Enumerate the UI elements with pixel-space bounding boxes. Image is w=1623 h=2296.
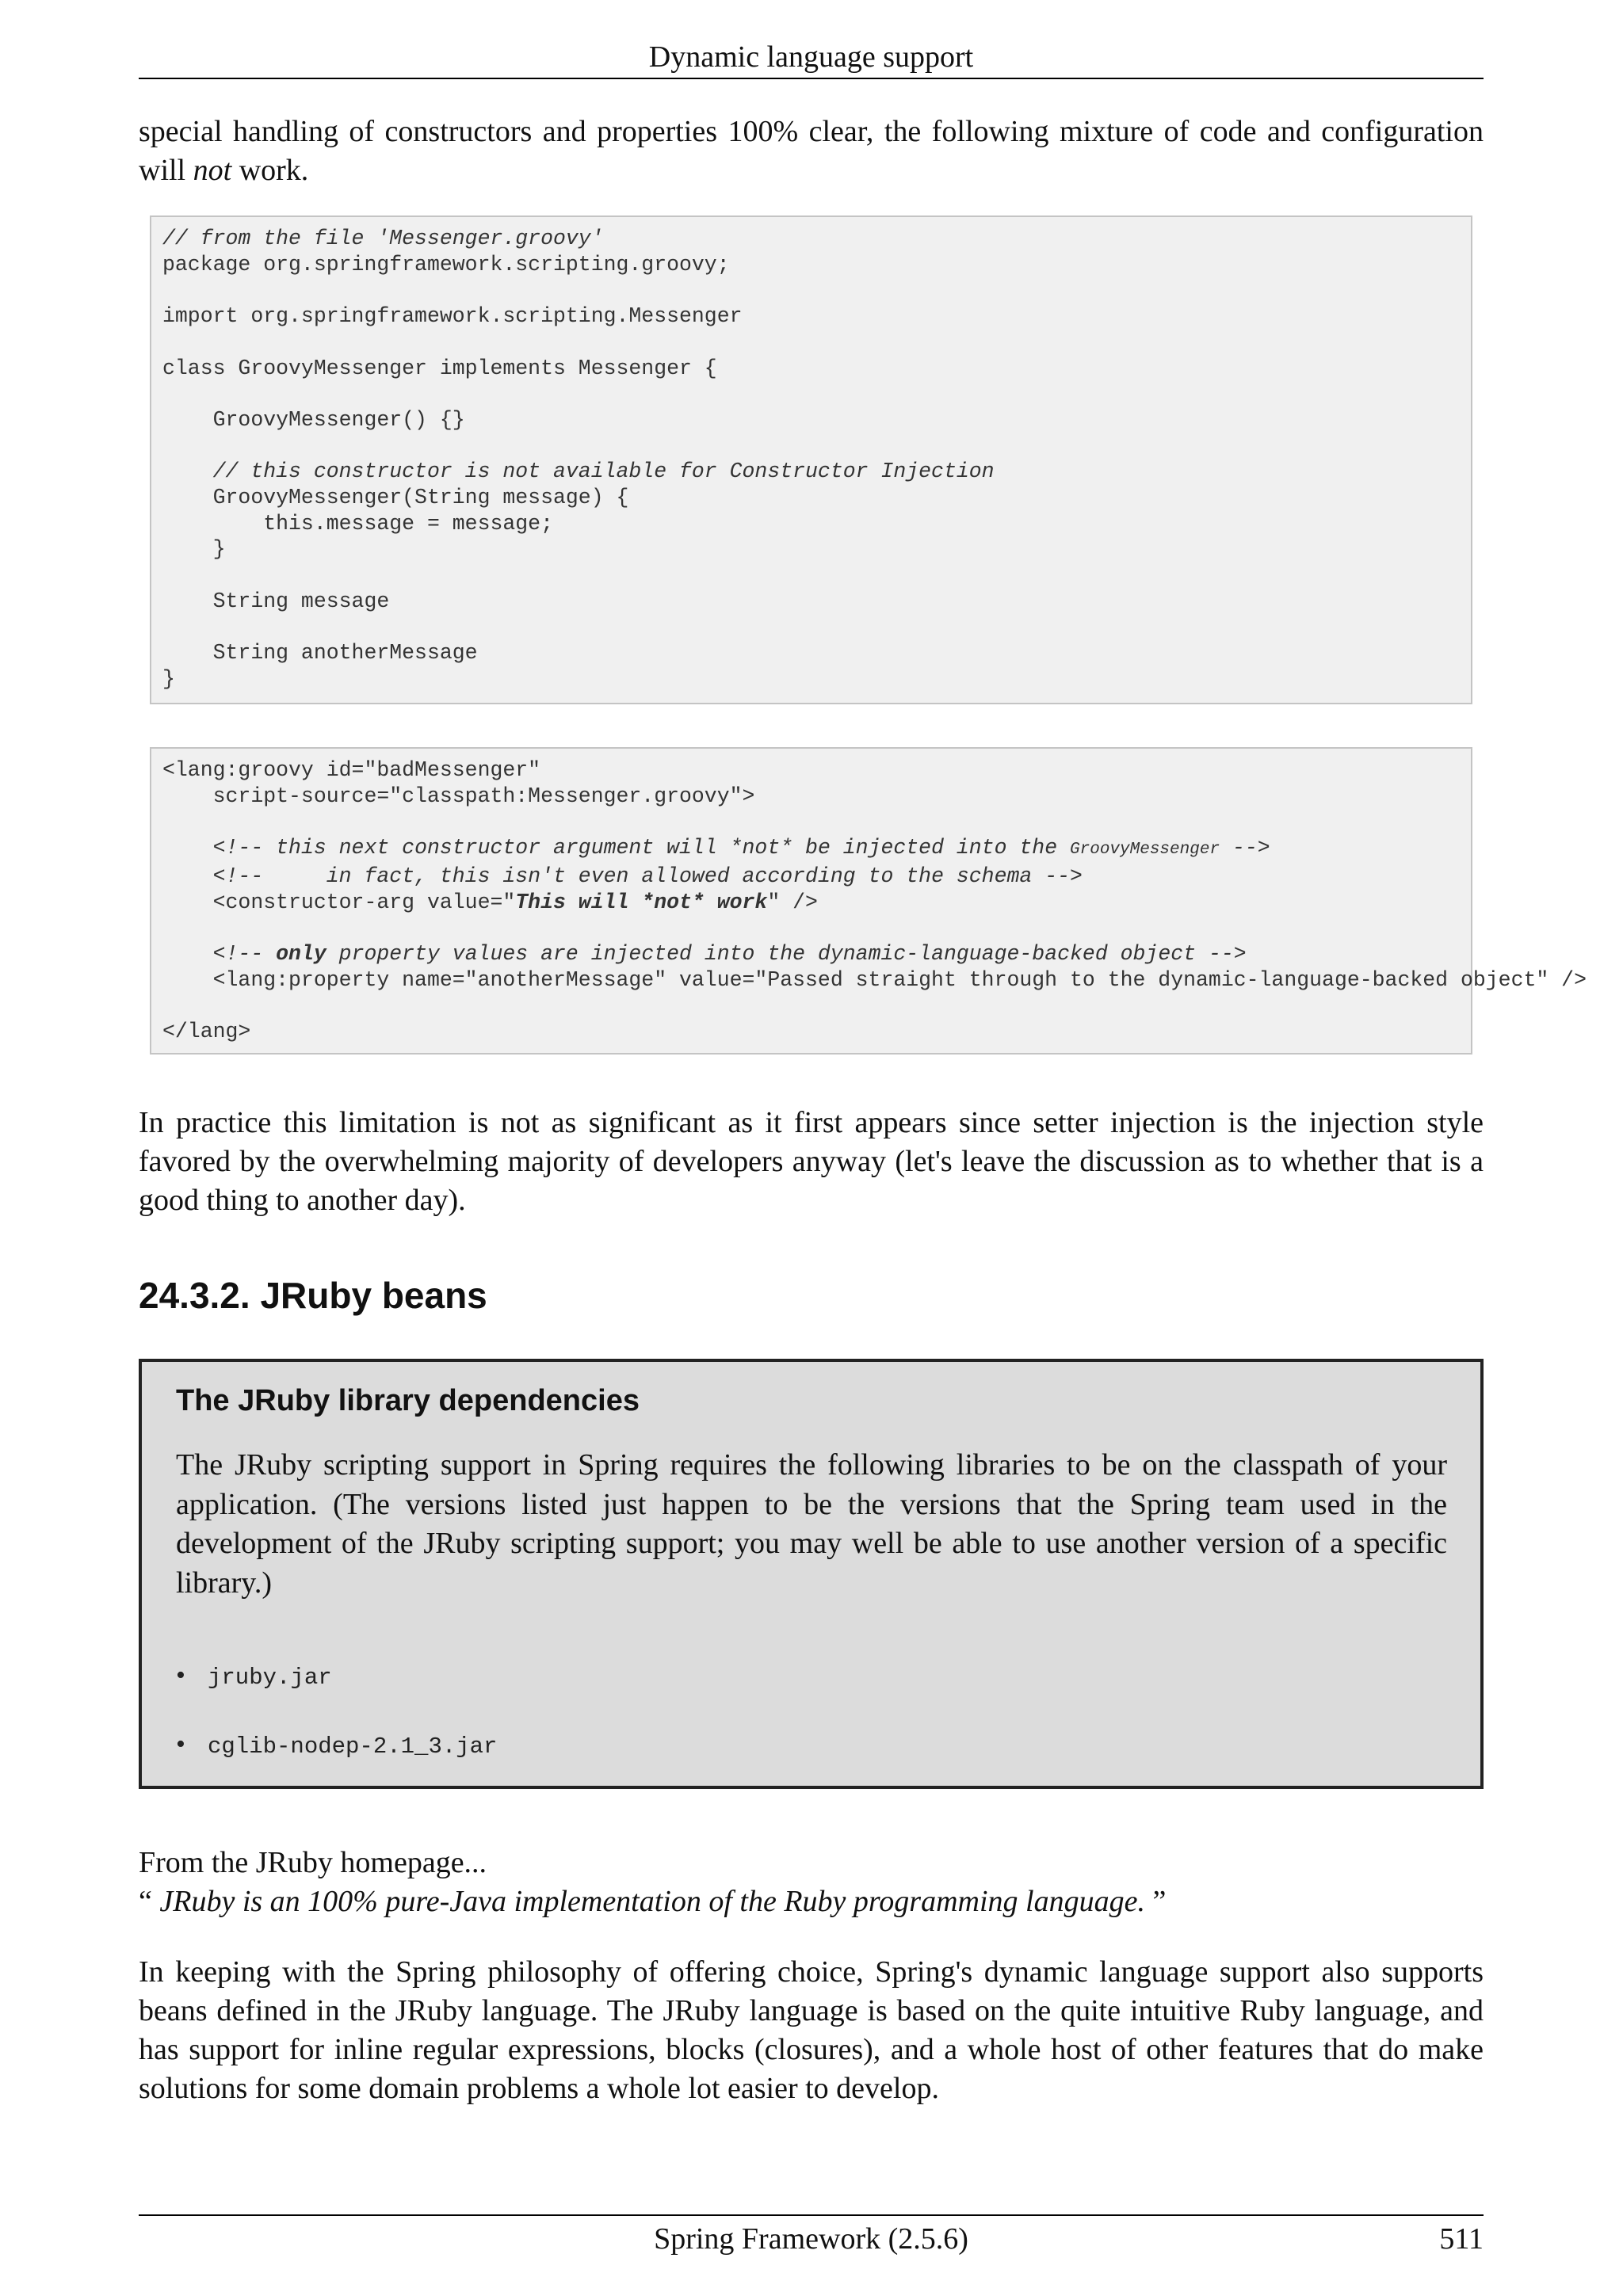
code-line: }: [162, 537, 226, 562]
code-line: package org.springframework.scripting.groovy;: [162, 252, 730, 277]
xml-config-code-block: [150, 747, 1587, 1055]
code-line: String anotherMessage: [162, 641, 478, 666]
homepage-quote: “ JRuby is an 100% pure-Java implementation of the Ruby programming language. ”: [139, 1885, 1167, 1918]
bullet-icon: •: [176, 1661, 185, 1690]
code-line: class GroovyMessenger implements Messenger {: [162, 356, 717, 380]
code-line: // this constructor is not available for Constructor Injection: [162, 460, 995, 484]
list-item: • jruby.jar: [176, 1661, 332, 1691]
header-rule: [139, 78, 1484, 79]
code-line: GroovyMessenger(String message) {: [162, 486, 629, 510]
footer-rule: [139, 2214, 1484, 2216]
jruby-dependencies-sidebar: [139, 1359, 1484, 1789]
list-item: • cglib-nodep-2.1_3.jar: [176, 1730, 498, 1760]
code-line: this.message = message;: [162, 511, 553, 536]
code-line: import org.springframework.scripting.Messenger: [162, 304, 743, 329]
groovy-code-block: [150, 215, 1472, 704]
code-line: String message: [162, 589, 390, 613]
running-header: Dynamic language support: [648, 40, 974, 74]
emphasis-not: not: [193, 154, 232, 187]
keeping-paragraph: In keeping with the Spring philosophy of offering choice, Spring's dynamic language support also supports beans defined in the JRuby language. The JRuby language is based on the quite intuitive Ruby language, and has support for inline regular expressions, blocks (closures), and a whole host of other features that do make solutions for some domain problems a whole lot easier to develop.: [139, 1955, 1484, 2105]
homepage-intro: From the JRuby homepage...: [139, 1846, 487, 1879]
code-line: }: [162, 666, 175, 691]
bullet-icon: •: [176, 1730, 185, 1759]
sidebar-title: The JRuby library dependencies: [176, 1384, 640, 1417]
page-number: 511: [1439, 2222, 1484, 2256]
overflowing-code-line: <lang:property name="anotherMessage" value="Passed straight through to the dynamic-language-backed object" />: [162, 967, 1587, 992]
code-line: // from the file 'Messenger.groovy': [162, 227, 604, 250]
section-title: 24.3.2. JRuby beans: [139, 1275, 487, 1316]
xml-config-code-text: <lang:groovy id="badMessenger" script-source="classpath:Messenger.groovy"> <!-- this next constructor argument will *not* be injected into the GroovyMessenger --> <!-- in fact, this isn't even allowed according to the schema --> <constructor-arg value="This will *not* work" /> <!-- only property values are injected into the dynamic-language-backed object --> <lang:property name="anotherMessage" value="Passed straight through to the dynamic-language-backed object" /> </lang>: [162, 758, 1587, 1044]
sidebar-text: The JRuby scripting support in Spring requires the following libraries to be on the classpath of your application. (The versions listed just happen to be the versions that the Spring team used in the development of the JRuby scripting support; you may well be able to use another version of a specific library.): [176, 1448, 1447, 1600]
groovy-code-text: [151, 217, 1471, 692]
code-line: GroovyMessenger() {}: [162, 407, 465, 432]
practice-paragraph: In practice this limitation is not as significant as it first appears since setter injection is the injection style favored by the overwhelming majority of developers anyway (let's leave the discussion as to whether that is a good thing to another day).: [139, 1106, 1484, 1217]
footer-title: Spring Framework (2.5.6): [654, 2222, 968, 2256]
intro-paragraph: special handling of constructors and properties 100% clear, the following mixture of code and configuration will not work.: [139, 115, 1484, 187]
document-page: [139, 0, 1587, 2296]
